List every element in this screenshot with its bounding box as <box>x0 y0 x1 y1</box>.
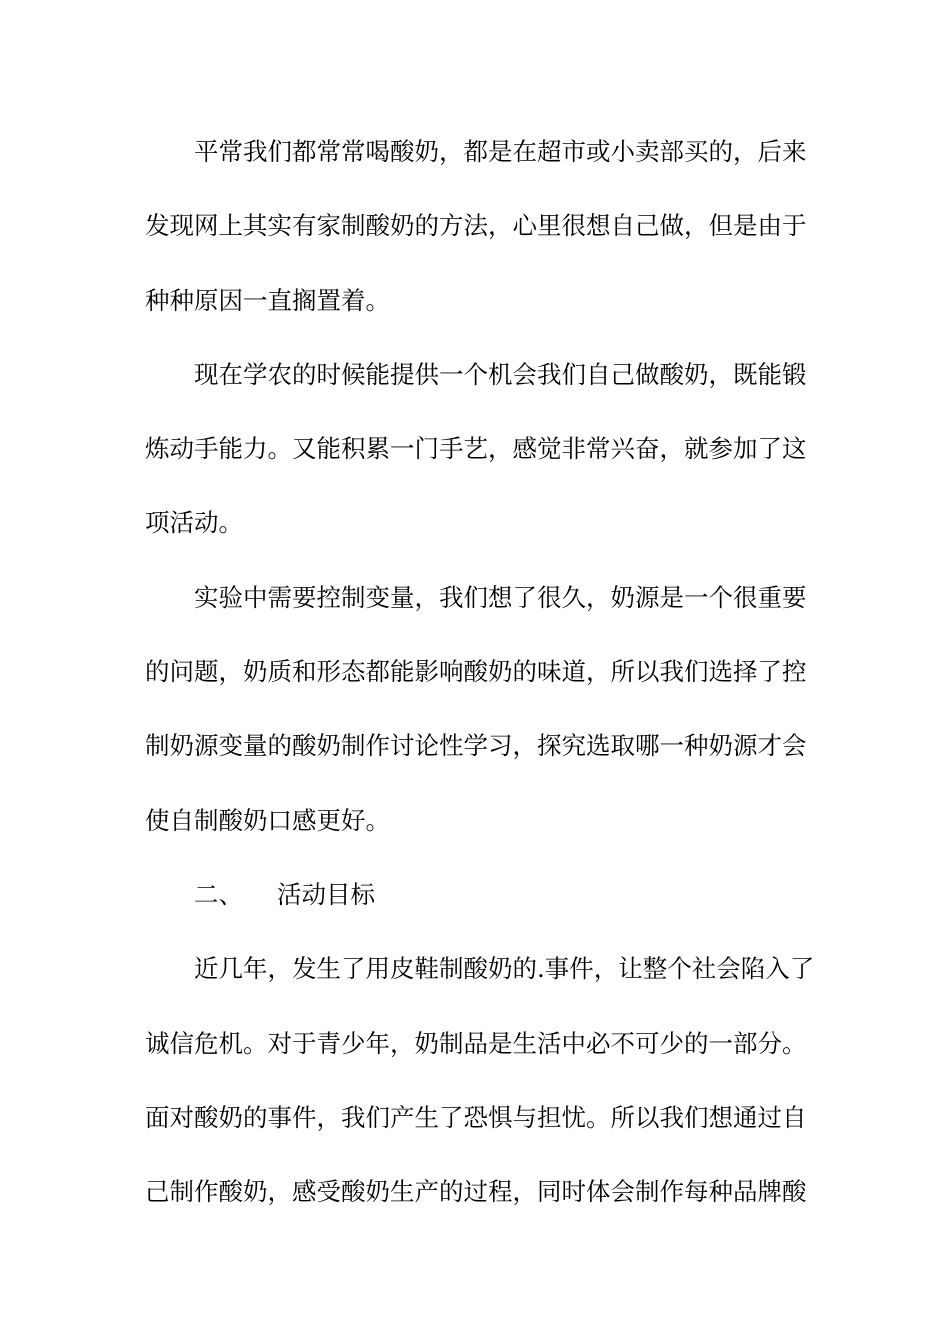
text-line: 平常我们都常常喝酸奶，都是在超市或小卖部买的，后来 <box>194 137 807 166</box>
text-line: 种种原因一直搁置着。 <box>145 285 390 315</box>
document-body <box>145 115 815 1229</box>
text-line: 制奶源变量的酸奶制作讨论性学习，探究选取哪一种奶源才会 <box>145 731 807 761</box>
paragraph-1 <box>145 115 810 338</box>
text-line: 项活动。 <box>145 508 243 538</box>
section-heading <box>145 858 810 932</box>
heading-line <box>145 858 810 932</box>
text-line: 发现网上其实有家制酸奶的方法，心里很想自己做，但是由于 <box>145 211 807 241</box>
text-line: 使自制酸奶口感更好。 <box>145 805 390 835</box>
section-title: 活动目标 <box>277 879 375 909</box>
text-line: 现在学农的时候能提供一个机会我们自己做酸奶，既能锻 <box>194 359 807 389</box>
paragraph-3 <box>145 561 810 858</box>
text-line: 己制作酸奶，感受酸奶生产的过程，同时体会制作每种品牌酸 <box>145 1177 807 1207</box>
text-line: 诚信危机。对于青少年，奶制品是生活中必不可少的一部分。 <box>145 1028 807 1058</box>
text-line: 面对酸奶的事件，我们产生了恐惧与担忧。所以我们想通过自 <box>145 1102 807 1132</box>
section-number: 二、 <box>194 879 243 909</box>
text-line: 近几年，发生了用皮鞋制酸奶的.事件，让整个社会陷入了 <box>194 954 815 984</box>
paragraph-2 <box>145 338 810 561</box>
text-line: 的问题，奶质和形态都能影响酸奶的味道，所以我们选择了控 <box>145 657 807 687</box>
text-line: 实验中需要控制变量，我们想了很久，奶源是一个很重要 <box>194 582 807 612</box>
paragraph-4 <box>145 932 815 1229</box>
text-line: 炼动手能力。又能积累一门手艺，感觉非常兴奋，就参加了这 <box>145 434 807 464</box>
